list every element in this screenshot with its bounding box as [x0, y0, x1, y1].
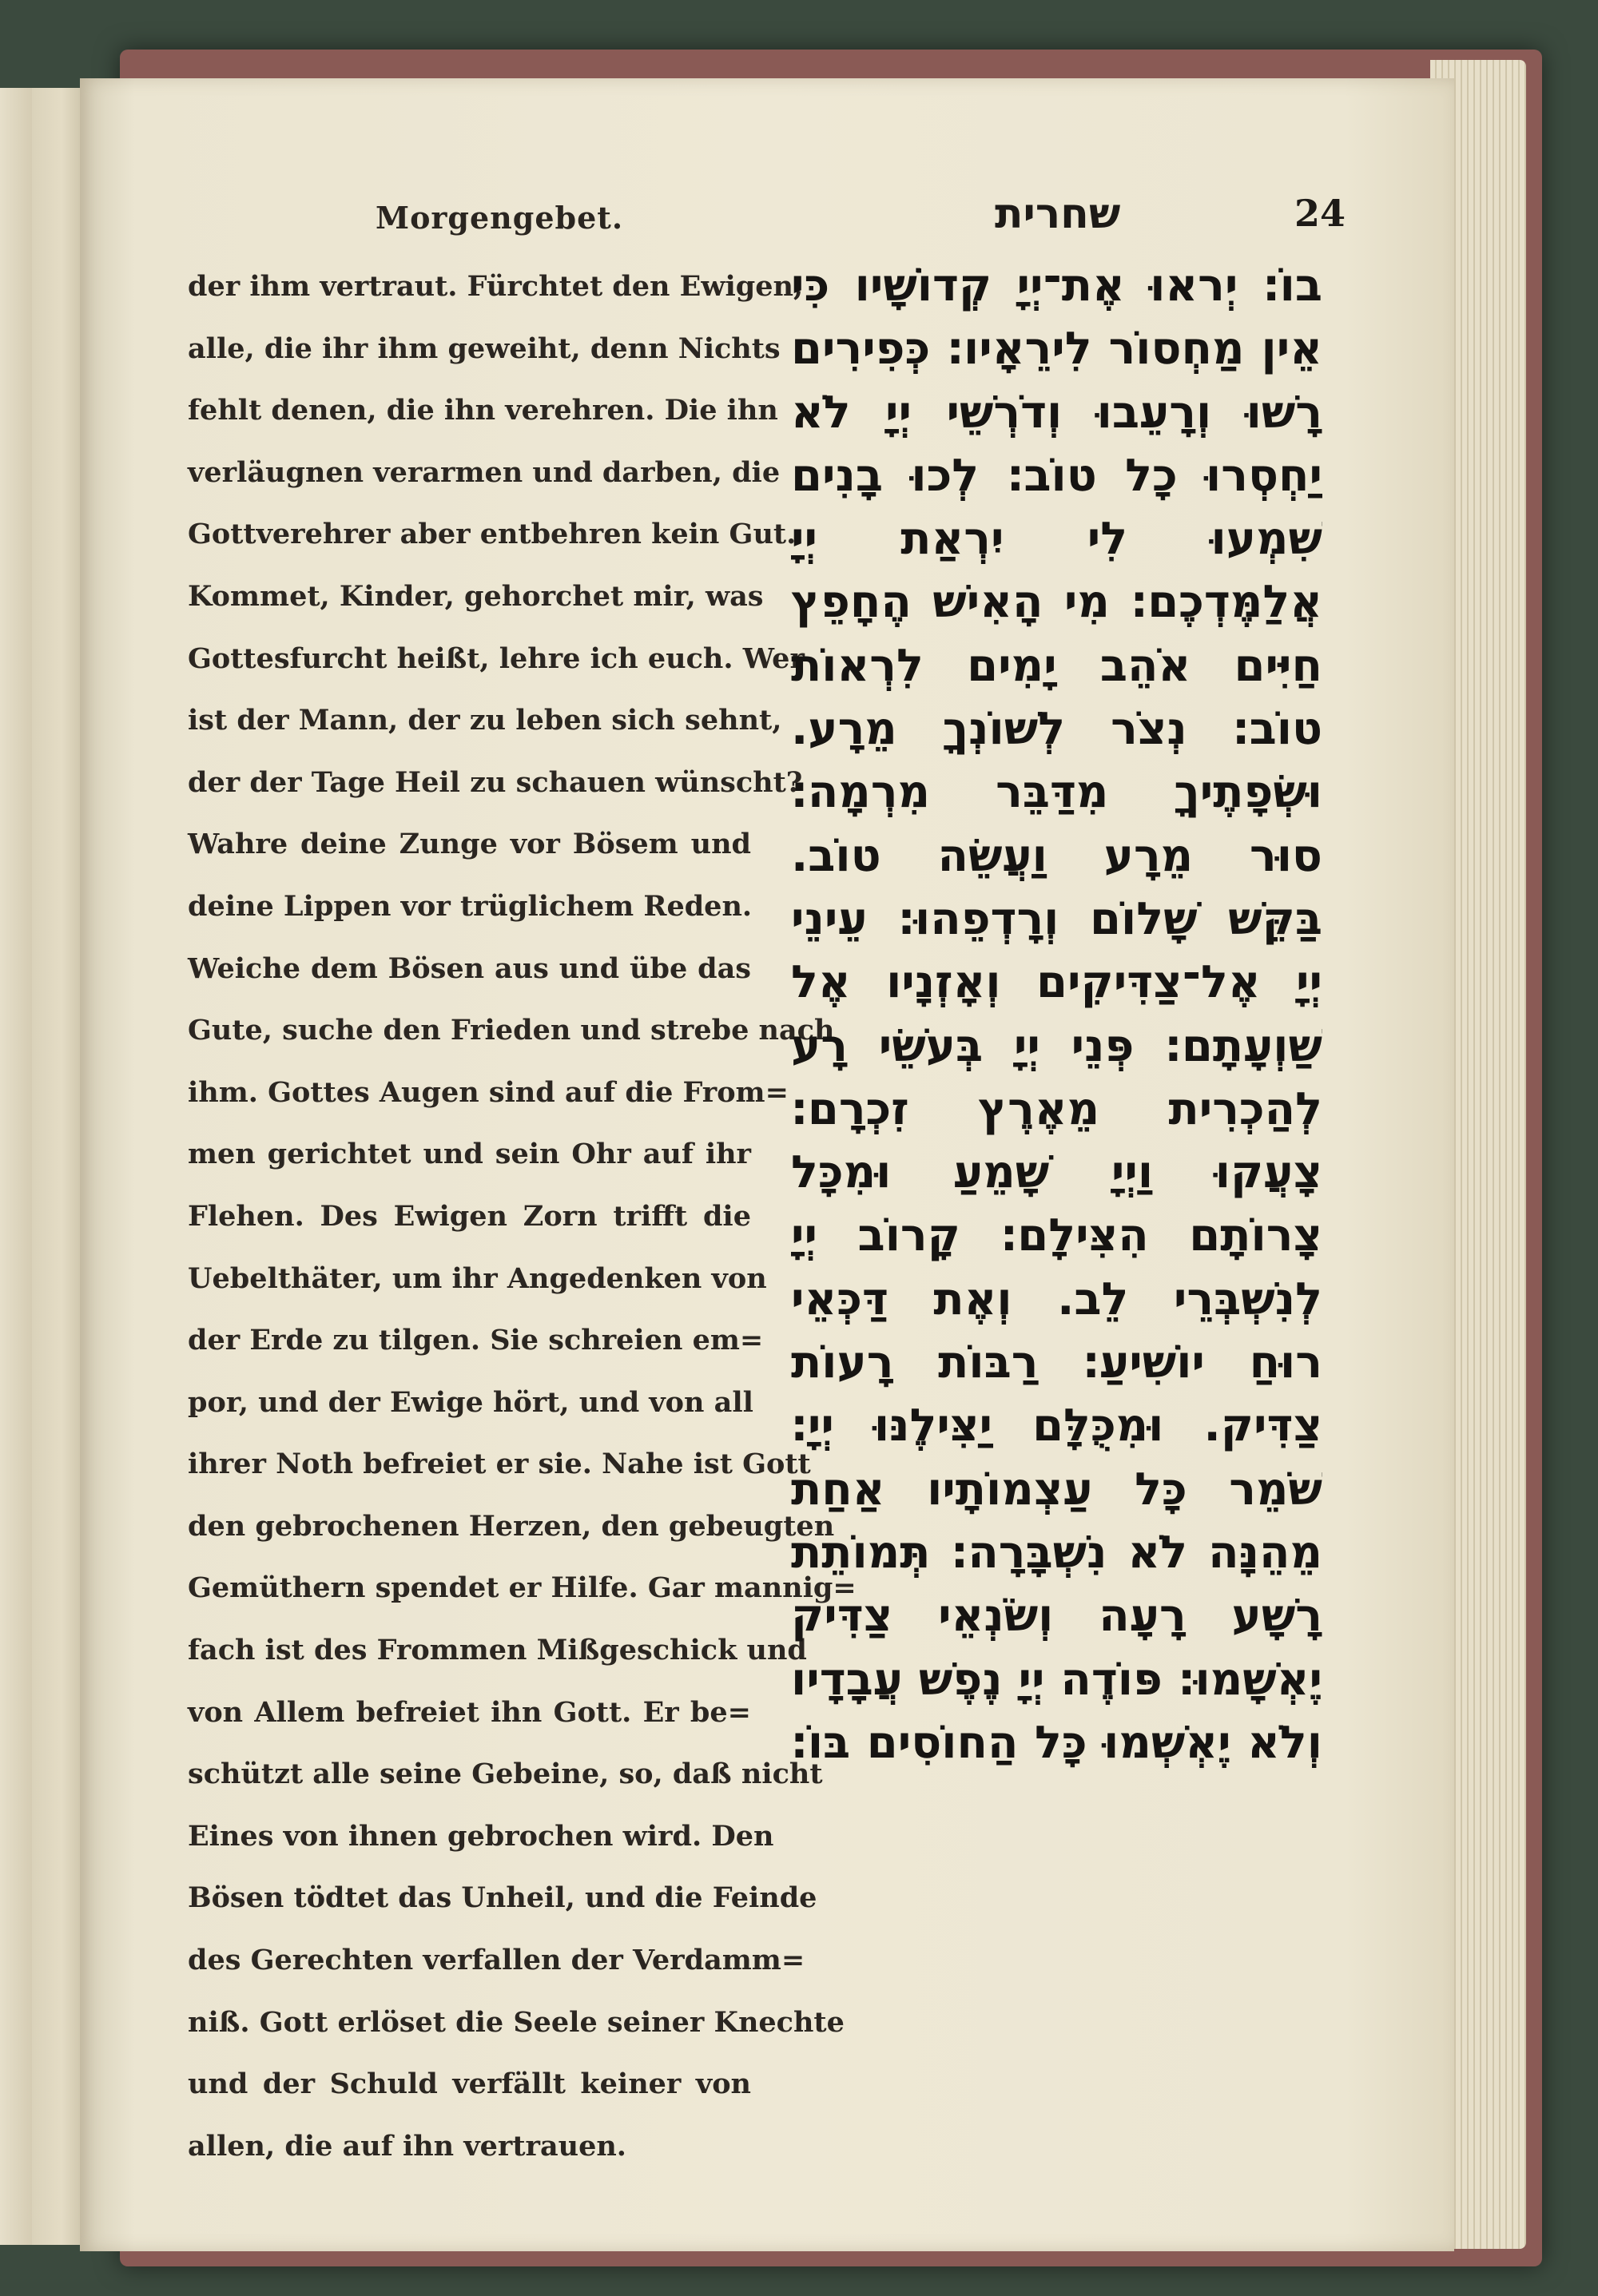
german-text-line: von Allem befreiet ihn Gott. Er be= [188, 1695, 751, 1729]
hebrew-text-line: טוֹב׃ נְצֹר לְשׁוֹנְךָ מֵרָע. [791, 703, 1322, 756]
hebrew-text-line: וּשְׂפָתֶיךָ מִדַּבֵּר מִרְמָה׃ [791, 766, 1322, 819]
german-text-line: alle, die ihr ihm geweiht, denn Nichts [188, 332, 781, 365]
hebrew-text-line: אֵין מַחְסוֹר לִירֵאָיו׃ כְּפִירִים [791, 323, 1322, 375]
hebrew-text-line: שִׁמְעוּ לִי יִרְאַת יְיָ [791, 513, 1322, 566]
hebrew-text-line: צַדִּיק. וּמִכֻּלָּם יַצִּילֶנּוּ יְיָ׃ [791, 1400, 1322, 1452]
hebrew-text-line: לְנִשְׁבְּרֵי לֵב. וְאֶת דַּכְּאֵי [791, 1273, 1322, 1325]
german-text-line: den gebrochenen Herzen, den gebeugten [188, 1509, 835, 1543]
hebrew-text-line: בַּקֵּשׁ שָׁלוֹם וְרָדְפֵהוּ׃ עֵינֵי [791, 892, 1322, 945]
hebrew-text-line: שַׁוְעָתָם׃ פְּנֵי יְיָ בְּעֹשֵׂי רָע [791, 1019, 1322, 1072]
german-text-line: allen, die auf ihn vertrauen. [188, 2129, 626, 2163]
hebrew-text-line: שֹׁמֵר כָּל עַצְמוֹתָיו אַחַת [791, 1463, 1322, 1515]
hebrew-text-column [791, 254, 1322, 1774]
german-text-line: der Erde zu tilgen. Sie schreien em= [188, 1324, 764, 1357]
german-text-line: ihm. Gottes Augen sind auf die From= [188, 1075, 789, 1109]
german-text-line: men gerichtet und sein Ohr auf ihr [188, 1138, 751, 1171]
hebrew-text-line: צָרוֹתָם הִצִּילָם׃ קָרוֹב יְיָ [791, 1210, 1322, 1262]
german-text-line: Eines von ihnen gebrochen wird. Den [188, 1819, 774, 1853]
german-text-line: Gottverehrer aber entbehren kein Gut. [188, 518, 797, 551]
hebrew-running-head: שחרית [995, 190, 1121, 238]
german-text-line: Kommet, Kinder, gehorchet mir, was [188, 579, 764, 613]
german-text-line: Uebelthäter, um ihr Angedenken von [188, 1261, 767, 1295]
running-head: Morgengebet. [376, 200, 624, 236]
german-text-line: fach ist des Frommen Mißgeschick und [188, 1634, 807, 1667]
german-text-line: verläugnen verarmen und darben, die [188, 455, 781, 489]
hebrew-text-line: יְיָ אֶל־צַדִּיקִים וְאָזְנָיו אֶל [791, 956, 1322, 1009]
hebrew-text-line: צָעֲקוּ וַיְיָ שָׁמֵעַ וּמִכָּל [791, 1146, 1322, 1199]
german-text-line: des Gerechten verfallen der Verdamm= [188, 1944, 805, 1977]
hebrew-text-line: אֲלַמֶּדְכֶם׃ מִי הָאִישׁ הֶחָפֵץ [791, 576, 1322, 629]
german-translation-column [188, 256, 857, 2177]
german-text-line: deine Lippen vor trüglichem Reden. [188, 889, 753, 923]
hebrew-text-line: יַחְסְרוּ כָל טוֹב׃ לְכוּ בָנִים [791, 449, 1322, 502]
hebrew-text-line: לְהַכְרִית מֵאֶרֶץ זִכְרָם׃ [791, 1082, 1322, 1135]
german-text-line: der ihm vertraut. Fürchtet den Ewigen, [188, 270, 804, 303]
hebrew-text-line: בוֹ׃ יְראוּ אֶת־יְיָ קְדוֹשָׁיו כִּי [791, 260, 1322, 312]
hebrew-text-line: רוּחַ יוֹשִׁיעַ׃ רַבּוֹת רָעוֹת [791, 1337, 1322, 1389]
german-text-line: Flehen. Des Ewigen Zorn trifft die [188, 1199, 751, 1233]
german-text-line: ist der Mann, der zu leben sich sehnt, [188, 704, 782, 737]
hebrew-text-line: חַיִּים אֹהֵב יָמִים לִרְאוֹת [791, 639, 1322, 692]
german-text-line: Gottesfurcht heißt, lehre ich euch. Wer [188, 642, 805, 675]
german-text-line: Wahre deine Zunge vor Bösem und [188, 828, 751, 861]
previous-page-gutter [0, 88, 32, 2245]
german-text-line: der der Tage Heil zu schauen wünscht? [188, 765, 803, 799]
german-text-line: schützt alle seine Gebeine, so, daß nicht [188, 1758, 823, 1791]
german-text-line: niß. Gott erlöset die Seele seiner Knechte [188, 2005, 845, 2039]
hebrew-text-line: רָשׁוּ וְרָעֵבוּ וְדֹרְשֵׁי יְיָ לֹא [791, 386, 1322, 439]
hebrew-text-line: וְלֹא יֶאְשְׁמוּ כָּל הַחוֹסִים בּוֹ׃ [791, 1716, 1322, 1769]
german-text-line: ihrer Noth befreiet er sie. Nahe ist Gott [188, 1448, 811, 1481]
german-text-line: por, und der Ewige hört, und von all [188, 1385, 753, 1419]
hebrew-text-line: מֵהֵנָּה לֹא נִשְׁבָּרָה׃ תְּמוֹתֵת [791, 1526, 1322, 1579]
german-text-line: Gemüthern spendet er Hilfe. Gar mannig= [188, 1571, 857, 1605]
german-text-line: und der Schuld verfällt keiner von [188, 2068, 751, 2101]
hebrew-text-line: יֶאְשָׁמוּ׃ פּוֹדֶה יְיָ נֶפֶשׁ עֲבָדָיו [791, 1653, 1322, 1706]
hebrew-text-line: סוּר מֵרָע וַעֲשֵׂה טוֹב. [791, 829, 1322, 882]
page-number: 24 [1294, 192, 1346, 235]
german-text-line: Gute, suche den Frieden und strebe nach [188, 1014, 835, 1047]
german-text-line: Weiche dem Bösen aus und übe das [188, 951, 751, 985]
hebrew-text-line: רָשָׁע רָעָה וְשֹׂנְאֵי צַדִּיק [791, 1590, 1322, 1643]
german-text-line: fehlt denen, die ihn verehren. Die ihn [188, 394, 778, 427]
german-text-line: Bösen tödtet das Unheil, und die Feinde [188, 1881, 817, 1915]
